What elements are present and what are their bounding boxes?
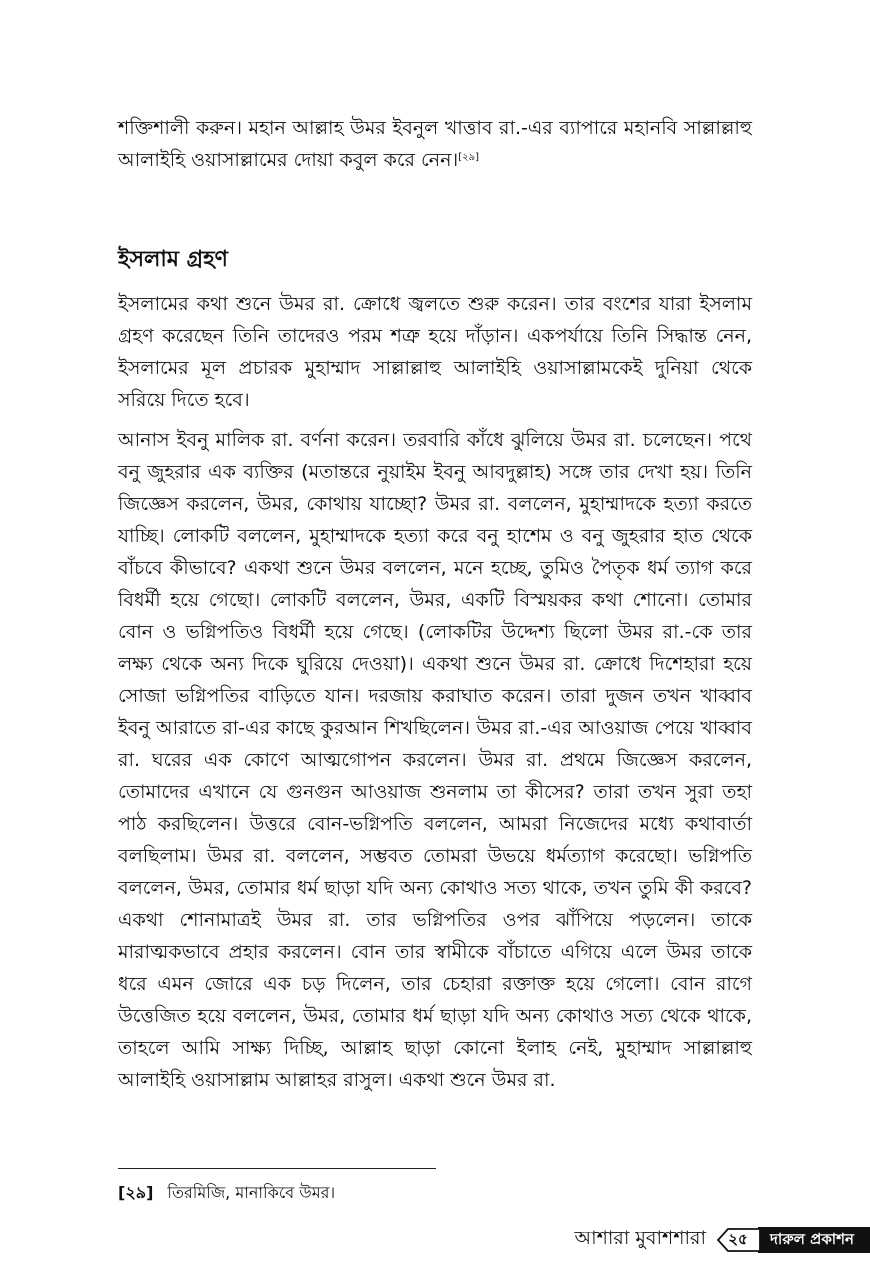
- publisher-logo: দারুল প্রকাশন: [758, 1227, 870, 1253]
- footnote-number: [২৯]: [118, 1183, 154, 1202]
- page-body: [118, 112, 752, 1096]
- intro-paragraph-text: শক্তিশালী করুন। মহান আল্লাহ উমর ইবনুল খাত্তাব রা.-এর ব্যাপারে মহানবি সাল্লাল্লাহু আলাইহি ওয়াসাল্লামের দোয়া কবুল করে নেন।: [118, 117, 752, 171]
- footnote: [118, 1180, 335, 1207]
- footnote-divider: [118, 1168, 436, 1169]
- paragraph-2: আনাস ইবনু মালিক রা. বর্ণনা করেন। তরবারি কাঁধে ঝুলিয়ে উমর রা. চলেছেন। পথে বনু জুহরার এক ব্যক্তির (মতান্তরে নুয়াইম ইবনু আবদুল্লাহ) সঙ্গে তার দেখা হয়। তিনি জিজ্ঞেস করলেন, উমর, কোথায় যাচ্ছো? উমর রা. বললেন, মুহাম্মাদকে হত্যা করতে যাচ্ছি। লোকটি বললেন, মুহাম্মাদকে হত্যা করে বনু হাশেম ও বনু জুহরার হাত থেকে বাঁচবে কীভাবে? একথা শুনে উমর বললেন, মনে হচ্ছে, তুমিও পৈতৃক ধর্ম ত্যাগ করে বিধর্মী হয়ে গেছো। লোকটি বললেন, উমর, একটি বিস্ময়কর কথা শোনো। তোমার বোন ও ভগ্নিপতিও বিধর্মী হয়ে গেছে। (লোকটির উদ্দেশ্য ছিলো উমর রা.-কে তার লক্ষ্য থেকে অন্য দিকে ঘুরিয়ে দেওয়া)। একথা শুনে উমর রা. ক্রোধে দিশেহারা হয়ে সোজা ভগ্নিপতির বাড়িতে যান। দরজায় করাঘাত করেন। তারা দুজন তখন খাব্বাব ইবনু আরাতে রা-এর কাছে কুরআন শিখছিলেন। উমর রা.-এর আওয়াজ পেয়ে খাব্বাব রা. ঘরের এক কোণে আত্মগোপন করলেন। উমর রা. প্রথমে জিজ্ঞেস করলেন, তোমাদের এখানে যে গুনগুন আওয়াজ শুনলাম তা কীসের? তারা তখন সুরা তহা পাঠ করছিলেন। উত্তরে বোন-ভগ্নিপতি বললেন, আমরা নিজেদের মধ্যে কথাবার্তা বলছিলাম। উমর রা. বললেন, সম্ভবত তোমরা উভয়ে ধর্মত্যাগ করেছো। ভগ্নিপতি বললেন, উমর, তোমার ধর্ম ছাড়া যদি অন্য কোথাও সত্য থাকে, তখন তুমি কী করবে? একথা শোনামাত্রই উমর রা. তার ভগ্নিপতির ওপর ঝাঁপিয়ে পড়লেন। তাকে মারাত্মকভাবে প্রহার করলেন। বোন তার স্বামীকে বাঁচাতে এগিয়ে এলে উমর তাকে ধরে এমন জোরে এক চড় দিলেন, তার চেহারা রক্তাক্ত হয়ে গেলো। বোন রাগে উত্তেজিত হয়ে বললেন, উমর, তোমার ধর্ম ছাড়া যদি অন্য কোথাও সত্য থেকে থাকে, তাহলে আমি সাক্ষ্য দিচ্ছি, আল্লাহ ছাড়া কোনো ইলাহ নেই, মুহাম্মাদ সাল্লাল্লাহু আলাইহি ওয়াসাল্লাম আল্লাহর রাসুল। একথা শুনে উমর রা.: [118, 429, 752, 1091]
- paragraph-1: ইসলামের কথা শুনে উমর রা. ক্রোধে জ্বলতে শুরু করেন। তার বংশের যারা ইসলাম গ্রহণ করেছেন তিনি তাদেরও পরম শত্রু হয়ে দাঁড়ান। একপর্যায়ে তিনি সিদ্ধান্ত নেন, ইসলামের মূল প্রচারক মুহাম্মাদ সাল্লাল্লাহু আলাইহি ওয়াসাল্লামকেই দুনিয়া থেকে সরিয়ে দিতে হবে।: [118, 293, 752, 411]
- page-footer: [574, 1222, 870, 1258]
- intro-paragraph: [118, 112, 752, 176]
- section-heading: ইসলাম গ্রহণ: [118, 247, 228, 272]
- footnote-reference[interactable]: [২৯]: [458, 152, 480, 163]
- page-number-badge: [716, 1227, 760, 1253]
- footer-book-title: আশারা মুবাশশারা: [574, 1227, 706, 1249]
- page-number: ২৫: [728, 1229, 748, 1248]
- footnote-text: তিরমিজি, মানাকিবে উমর।: [167, 1183, 336, 1202]
